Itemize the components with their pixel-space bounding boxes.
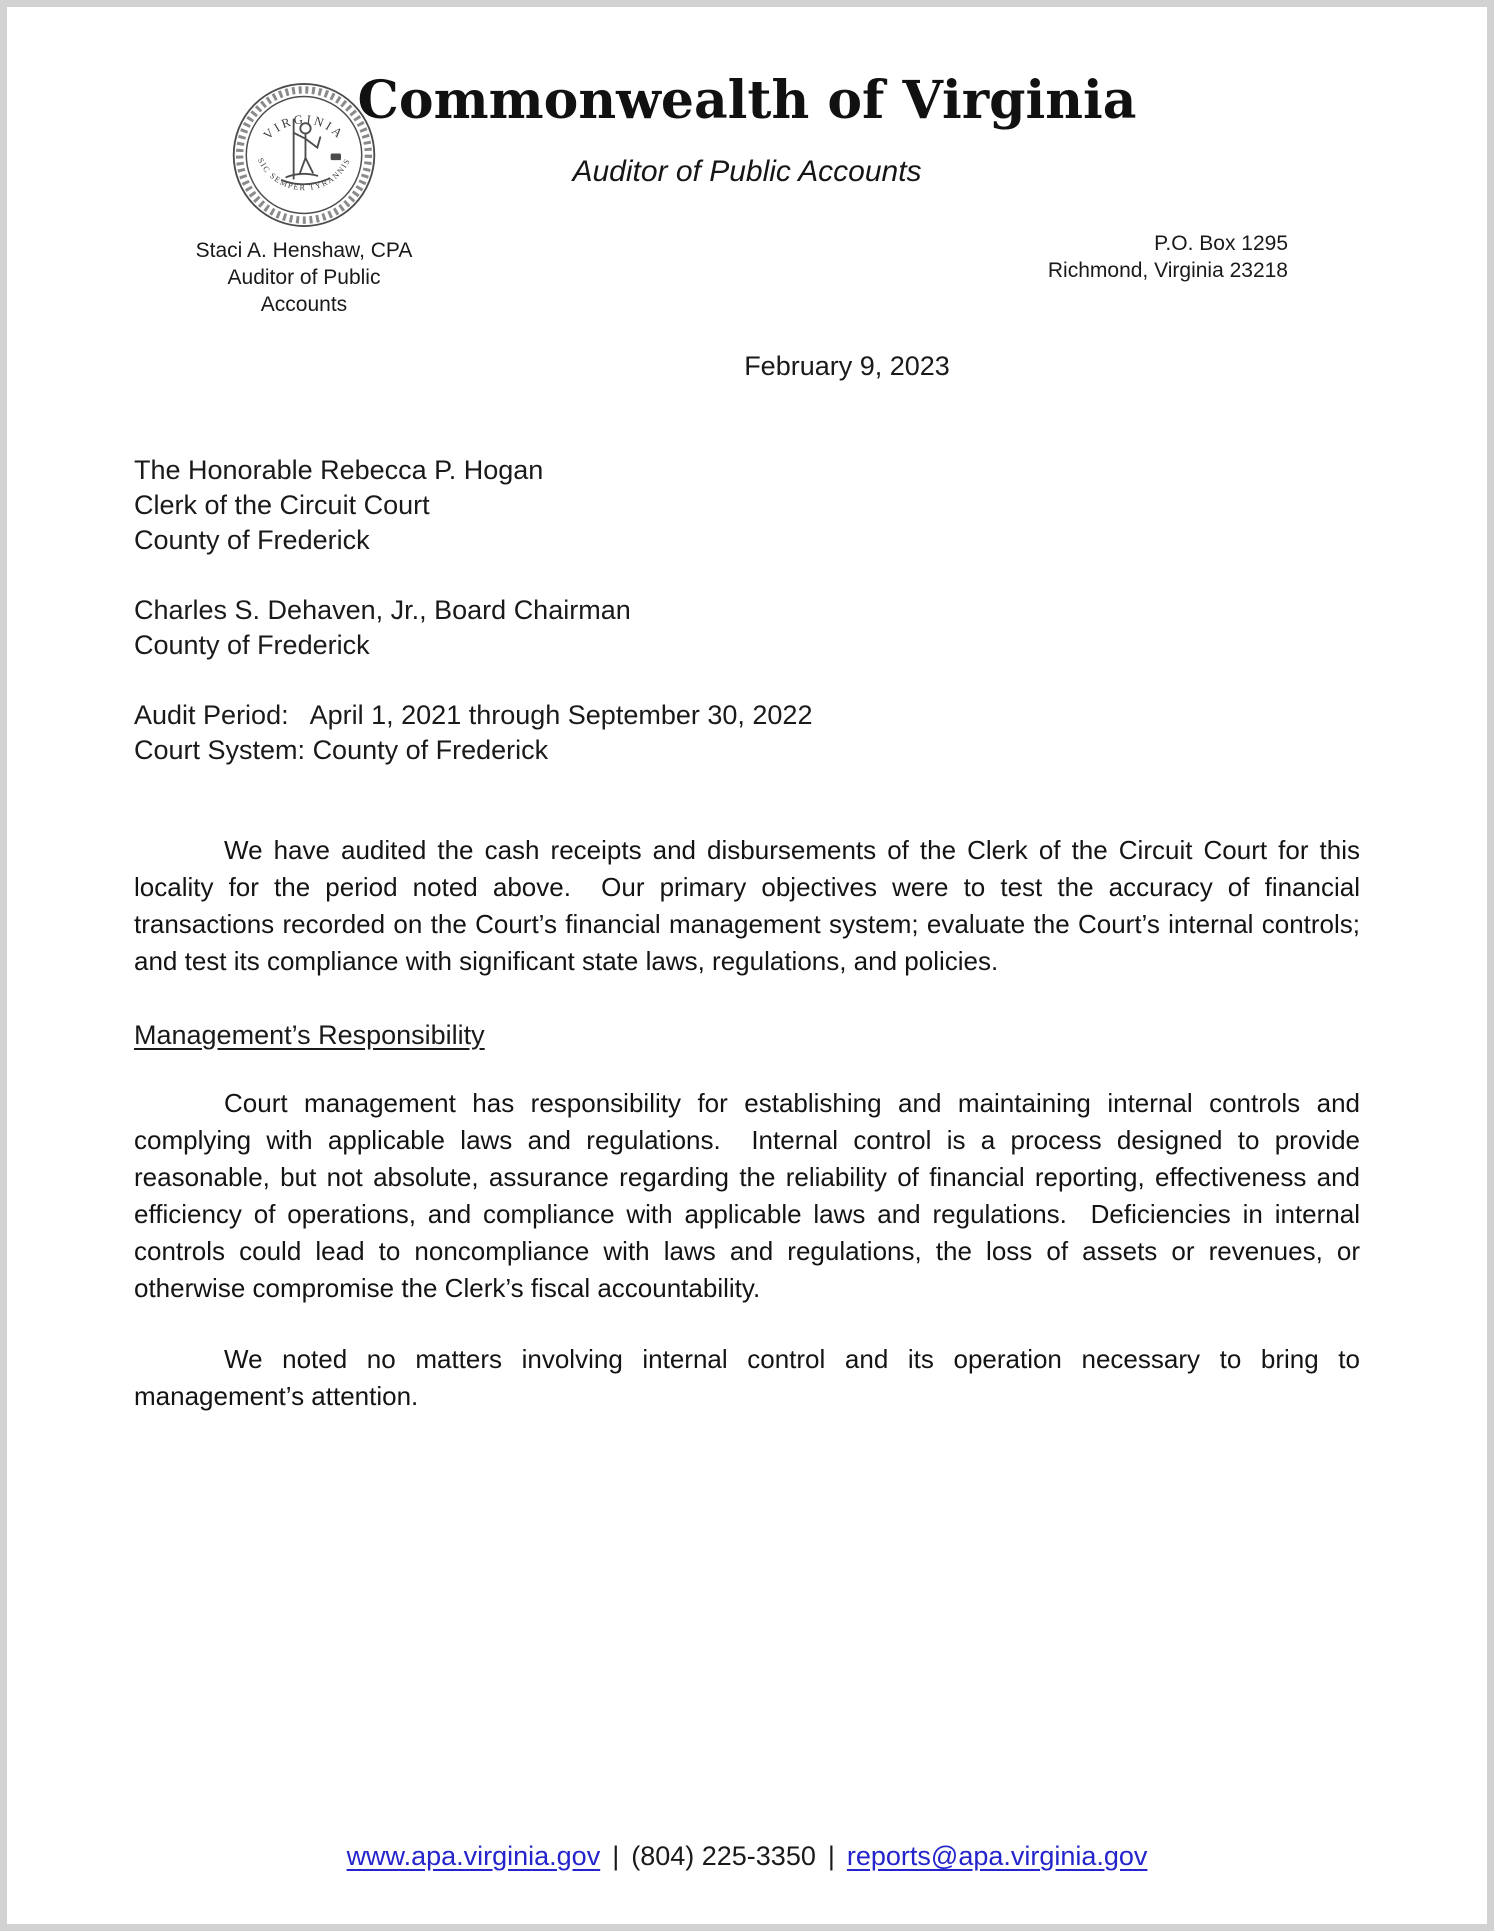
paragraph-no-matters-noted: We noted no matters involving internal control and its operation necessary to bring to management’s attention. — [134, 1344, 1368, 1411]
org-title: Commonwealth of Virginia — [357, 70, 1137, 131]
address-line-2: Richmond, Virginia 23218 — [1047, 259, 1288, 282]
recipient-name: Charles S. Dehaven, Jr., Board Chairman — [134, 595, 631, 625]
date-row — [134, 350, 1360, 383]
court-system-line — [134, 733, 1360, 768]
audit-period-value: April 1, 2021 through September 30, 2022 — [309, 700, 813, 730]
audit-period-label: Audit Period: — [134, 700, 289, 730]
recipient-locality: County of Frederick — [134, 630, 370, 660]
email-link[interactable]: reports@apa.virginia.gov — [846, 1841, 1148, 1871]
recipient-block-clerk — [134, 453, 1360, 558]
letter-content — [7, 67, 1487, 1931]
office-address — [1048, 230, 1288, 284]
recipient-title: Clerk of the Circuit Court — [134, 490, 430, 520]
seal-top-text: VIRGINIA — [260, 112, 348, 143]
virginia-state-seal-icon — [230, 81, 378, 229]
footer-contact-line — [7, 1839, 1487, 1873]
paragraph-audit-scope: We have audited the cash receipts and disbursements of the Clerk of the Circuit Court for this locality for the period noted above. Our primary objectives were to test the accuracy of financial transactions recorded on the Court’s financial management system; evaluate the Court’s internal controls; and test its compliance with significant state laws, regulations, and policies. — [134, 835, 1368, 976]
court-system-value: County of Frederick — [312, 735, 549, 765]
reference-block — [134, 698, 1360, 768]
footer-separator: | — [612, 1841, 620, 1871]
letterhead — [134, 67, 1360, 316]
recipient-locality: County of Frederick — [134, 525, 370, 555]
official-name: Staci A. Henshaw, CPA — [195, 239, 413, 262]
website-link[interactable]: www.apa.virginia.gov — [346, 1841, 601, 1871]
recipient-block-chairman — [134, 593, 1360, 663]
audit-period-line — [134, 698, 1360, 733]
org-subtitle: Auditor of Public Accounts — [572, 155, 922, 188]
recipient-name: The Honorable Rebecca P. Hogan — [134, 455, 544, 485]
phone-number: (804) 225-3350 — [631, 1841, 816, 1871]
official-title: Auditor of Public Accounts — [227, 266, 381, 316]
section-heading-managements-responsibility: Management’s Responsibility — [134, 1020, 485, 1050]
letter-date: February 9, 2023 — [744, 351, 950, 381]
court-system-label: Court System: — [134, 735, 306, 765]
address-line-1: P.O. Box 1295 — [1154, 232, 1288, 255]
footer-separator: | — [827, 1841, 835, 1871]
paragraph-management-responsibility: Court management has responsibility for establishing and maintaining internal controls and complying with applicable laws and regulations. Internal control is a process designed to provide reasonable, but not absolute, assurance regarding the reliability of financial reporting, effectiveness and efficiency of operations, and compliance with applicable laws and regulations. Deficiencies in internal controls could lead to noncompliance with laws and regulations, the loss of assets or revenues, or otherwise compromise the Clerk’s fiscal accountability. — [134, 1088, 1368, 1303]
seal-block — [184, 81, 424, 318]
seal-bottom-text: SIC SEMPER TYRANNIS — [255, 156, 353, 193]
